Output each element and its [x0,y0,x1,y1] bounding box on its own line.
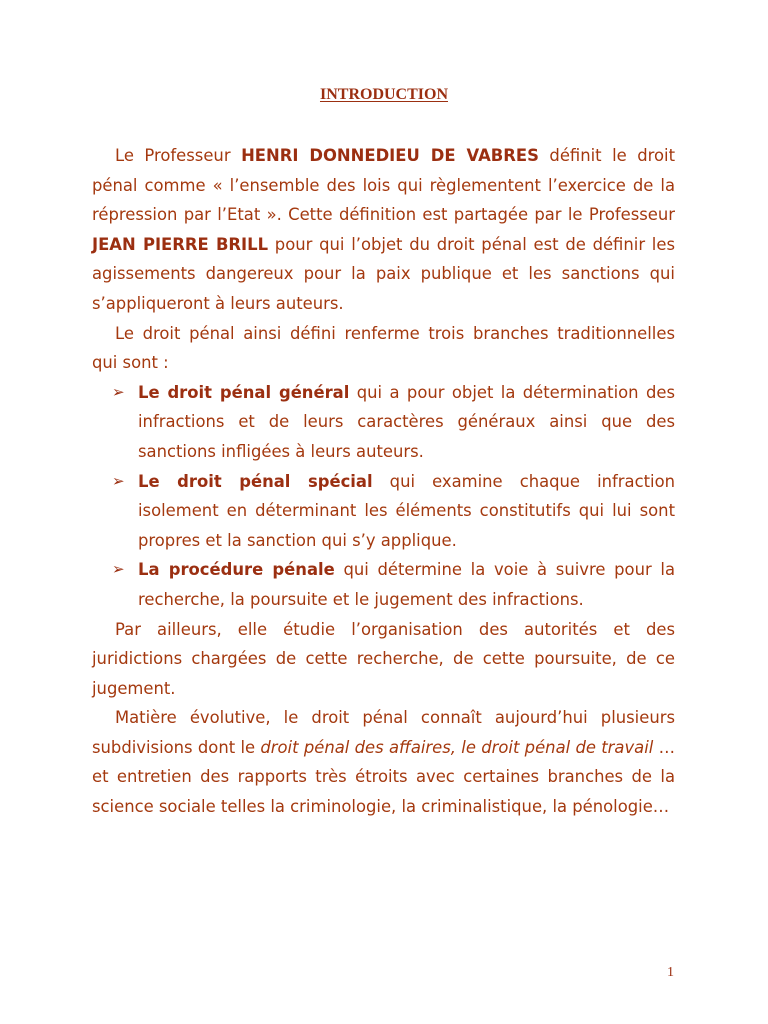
paragraph-text: … et entretien des rapports très étroits avec certaines branches de la science sociale telles la criminologie, la criminalistique, la pénologie… [92,737,676,817]
branch-title: Le droit pénal général [138,382,350,402]
paragraph-definition [92,141,675,319]
branch-description: qui examine chaque infraction isolement en déterminant les éléments constitutifs qui lui sont propres et la sanction qui s’y applique. [138,471,675,550]
branch-title: La procédure pénale [138,560,335,580]
branch-title: Le droit pénal spécial [138,471,373,491]
paragraph-text: pour qui l’objet du droit pénal est de définir les agissements dangereux pour la paix publique et les sanctions qui s’appliqueront à leurs auteurs. [92,234,675,313]
list-item [92,467,675,556]
list-item [92,555,675,614]
document-body [92,141,675,822]
paragraph-text: Le Professeur [115,146,242,165]
arrow-bullet-icon: ➢ [112,560,125,579]
paragraph-subdivisions [92,703,675,821]
page-number: 1 [667,965,674,980]
list-item [92,378,675,467]
emphasis-text: , [450,737,462,757]
author-name: HENRI DONNEDIEU DE VABRES [241,146,539,165]
paragraph-branches-intro: Le droit pénal ainsi défini renferme trois branches traditionnelles qui sont : [92,323,675,373]
branches-list [92,378,675,615]
emphasis-text: le droit pénal de travail [461,737,654,757]
document-title: INTRODUCTION [319,86,448,103]
paragraph-text: définit le droit pénal comme « l’ensemble des lois qui règlementent l’exercice de la répression par l’Etat ». Cette définition est partagée par le Professeur [92,146,675,225]
branch-description: qui a pour objet la détermination des infractions et de leurs caractères généraux ainsi que des sanctions infligées à leurs auteurs. [138,382,675,461]
branch-description: qui détermine la voie à suivre pour la recherche, la poursuite et le jugement des infractions. [138,560,676,609]
paragraph-organisation: Par ailleurs, elle étudie l’organisation des autorités et des juridictions chargées de cette recherche, de cette poursuite, de ce jugement. [92,619,675,698]
emphasis-text: droit pénal des affaires [260,737,451,757]
author-name: JEAN PIERRE BRILL [92,234,269,254]
arrow-bullet-icon: ➢ [112,382,125,401]
paragraph-text: Matière évolutive, le droit pénal connaît aujourd’hui plusieurs subdivisions dont le [92,708,675,757]
arrow-bullet-icon: ➢ [112,471,125,490]
